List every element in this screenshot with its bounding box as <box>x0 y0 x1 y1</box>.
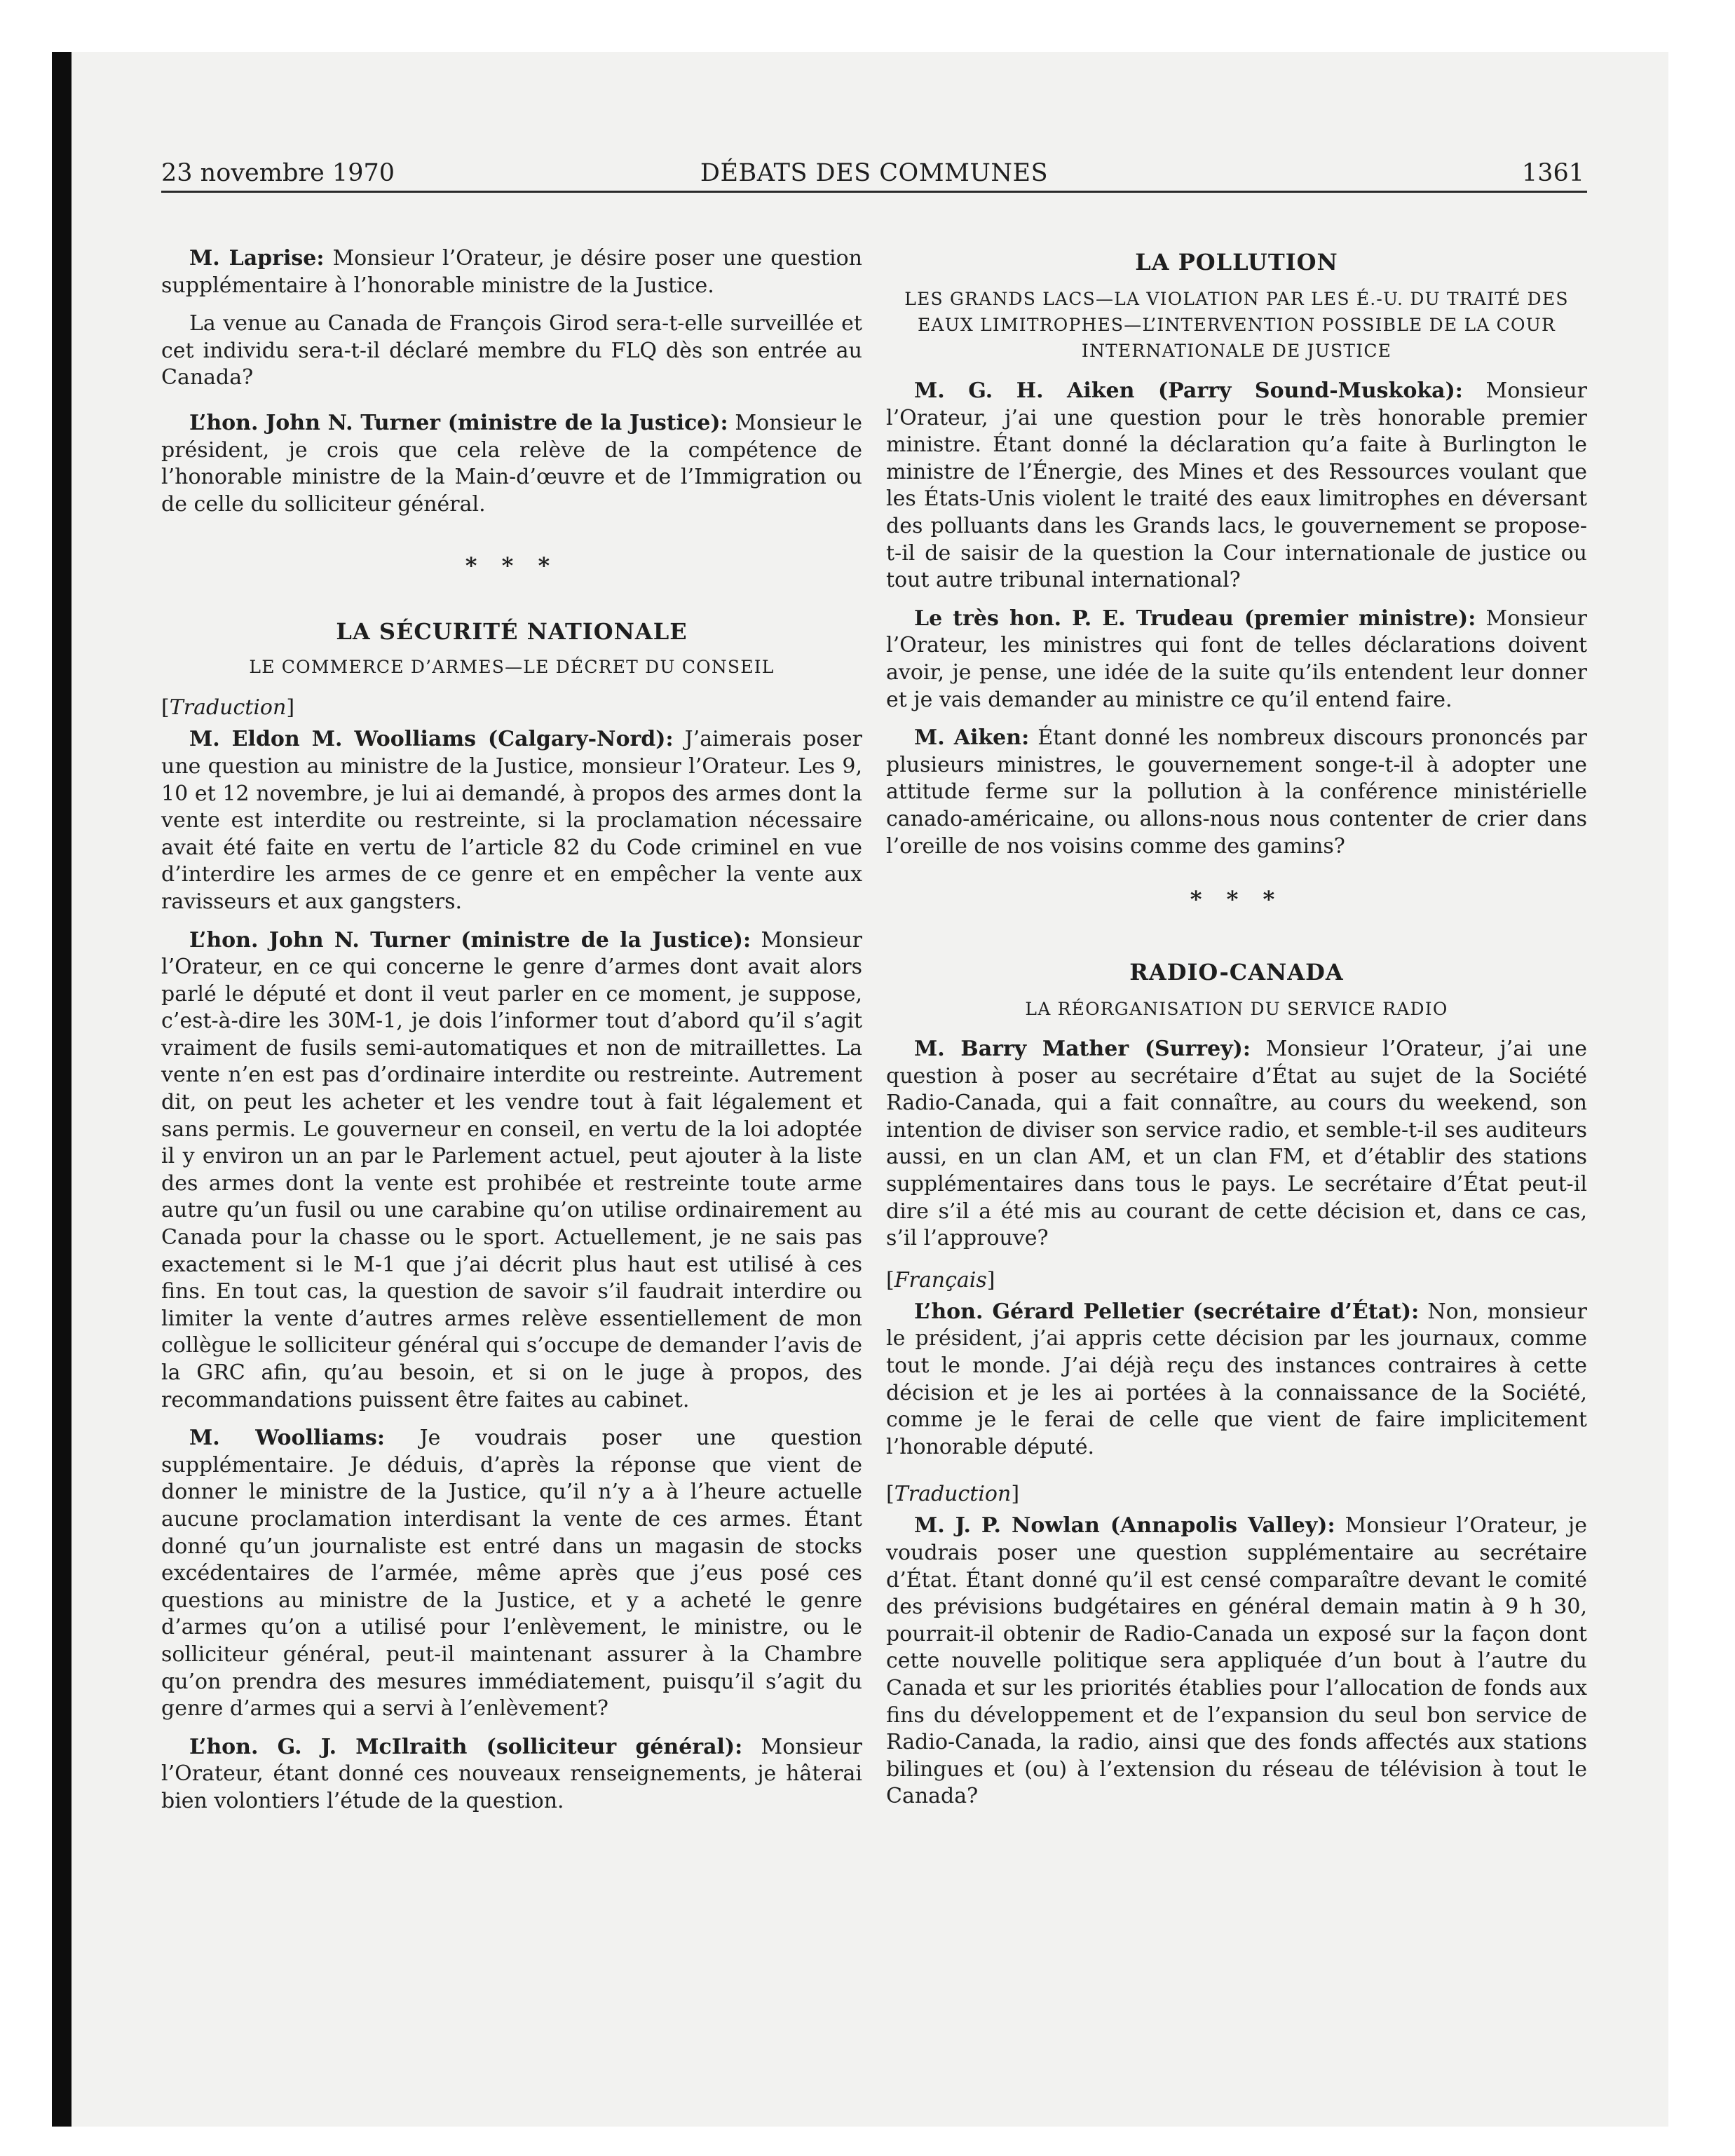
paragraph-text: J’aimerais poser une question au ministre de la Justice, monsieur l’Orateur. Les 9, 10 et 12 novembre, je lui ai demandé, à propos des armes dont la vente est interdite ou restreinte, si la proclamation nécessaire avait été faite en vertu de l’article 82 du Code criminel en vue d’interdire les armes de ce genre et en empêcher la vente aux ravisseurs et aux gangsters. <box>161 727 862 914</box>
section-separator: * * * <box>465 552 559 580</box>
paragraph-text: Monsieur l’Orateur, j’ai une question pour le très honorable premier ministre. Étant donné la déclaration qu’a faite à Burlington le ministre de l’Énergie, des Mines et des Ressources voulant que les États-Unis violent le traité des eaux limitrophes en déversant des polluants dans les Grands lacs, le gouvernement se propose-t-il de saisir de la question la Cour internationale de justice ou tout autre tribunal international? <box>886 378 1587 593</box>
paragraph-text: Monsieur l’Orateur, je désire poser une question supplémentaire à l’honorable ministre de la Justice. <box>161 246 862 298</box>
translation-note: [Traduction] <box>161 695 295 721</box>
translation-note: [Français] <box>886 1267 995 1292</box>
paragraph <box>161 1425 862 1723</box>
section-subtitle: LES GRANDS LACS—LA VIOLATION PAR LES É.-U. DU TRAITÉ DES EAUX LIMITROPHES—L’INTERVENTION POSSIBLE DE LA COUR INTERNATIONALE DE JUSTICE <box>904 289 1569 361</box>
speaker-name: L’hon. John N. Turner (ministre de la Justice): <box>189 410 728 435</box>
translation-note-text: Traduction <box>169 695 287 721</box>
left-column <box>161 245 862 1815</box>
speaker-name: M. G. H. Aiken (Parry Sound-Muskoka): <box>914 378 1463 403</box>
section-title: LA POLLUTION <box>1135 249 1338 275</box>
speaker-name: M. Laprise: <box>189 246 325 271</box>
paragraph <box>886 1513 1587 1810</box>
section-title: LA SÉCURITÉ NATIONALE <box>336 618 688 646</box>
section-subtitle: LE COMMERCE D’ARMES—LE DÉCRET DU CONSEIL <box>249 657 775 678</box>
speaker-name: L’hon. G. J. McIlraith (solliciteur général): <box>189 1734 743 1759</box>
paragraph <box>161 1734 862 1815</box>
paragraph-text: Monsieur l’Orateur, étant donné ces nouveaux renseignements, je hâterai bien volontiers l’étude de la question. <box>161 1734 862 1813</box>
speaker-name: L’hon. Gérard Pelletier (secrétaire d’État): <box>914 1299 1420 1324</box>
paragraph <box>161 410 862 518</box>
paragraph <box>161 245 862 299</box>
speaker-name: M. J. P. Nowlan (Annapolis Valley): <box>914 1513 1335 1538</box>
paragraph-text: La venue au Canada de François Girod sera-t-elle surveillée et cet individu sera-t-il déclaré membre du FLQ dès son entrée au Canada? <box>161 311 862 390</box>
header-title: DÉBATS DES COMMUNES <box>700 159 1049 187</box>
header-date: 23 novembre 1970 <box>161 159 395 187</box>
translation-note-text: Traduction <box>894 1482 1012 1507</box>
translation-note: [Traduction] <box>886 1482 1020 1507</box>
paragraph <box>886 1299 1587 1461</box>
paragraph-text: Je voudrais poser une question supplémentaire. Je déduis, d’après la réponse que vient de donner le ministre de la Justice, qu’il n’y a à l’heure actuelle aucune proclamation interdisant la vente de ces armes. Étant donné qu’un journaliste est entré dans un magasin de stocks excédentaires de l’armée, même après que j’eus posé ces questions au ministre de la Justice, et y a acheté le genre d’armes qu’on a utilisé pour l’enlèvement, le ministre, ou le solliciteur général, peut-il maintenant assurer à la Chambre qu’on prendra des mesures immédiatement, puisqu’il s’agit du genre d’armes qui a servi à l’enlèvement? <box>161 1426 862 1721</box>
speaker-name: Le très hon. P. E. Trudeau (premier ministre): <box>914 606 1476 631</box>
paragraph-text: Monsieur l’Orateur, en ce qui concerne le genre d’armes dont avait alors parlé le député et dont il veut parler en ce moment, je suppose, c’est-à-dire les 30M-1, je dois l’informer tout d’abord qu’il s’agit vraiment de fusils semi-automatiques et non de mitraillettes. La vente n’en est pas d’ordinaire interdite ou restreinte. Autrement dit, on peut les acheter et les vendre tout à fait légalement et sans permis. Le gouverneur en conseil, en vertu de la loi adoptée il y environ un an par le Parlement actuel, peut ajouter à la liste des armes dont la vente est prohibée et restreinte toute arme autre qu’un fusil ou une carabine qu’on utilise ordinairement au Canada pour la chasse ou le sport. Actuellement, je ne sais pas exactement si le M-1 que j’ai décrit plus haut est utilisé à ces fins. En tout cas, la question de savoir s’il faudrait interdire ou limiter la vente d’autres armes relève essentiellement de mon collègue le solliciteur général qui s’occupe de demander l’avis de la GRC afin, qu’au besoin, et si on le juge à propos, des recommandations puissent être faites au cabinet. <box>161 927 862 1412</box>
paragraph <box>161 927 862 1414</box>
paragraph <box>886 606 1587 714</box>
speaker-name: L’hon. John N. Turner (ministre de la Justice): <box>189 927 751 953</box>
binding-edge <box>52 52 72 2127</box>
page-number: 1361 <box>1521 159 1584 187</box>
speaker-name: M. Aiken: <box>914 725 1030 751</box>
section-separator: * * * <box>1190 886 1284 913</box>
paragraph-text: Non, monsieur le président, j’ai appris cette décision par les journaux, comme tout le monde. J’ai déjà reçu des instances contraires à cette décision et je les ai portées à la connaissance de la Société, comme je le ferai de celle que vient de faire implicitement l’honorable député. <box>886 1299 1587 1459</box>
paragraph <box>886 378 1587 594</box>
speaker-name: M. Woolliams: <box>189 1426 385 1451</box>
paragraph-text: Monsieur l’Orateur, les ministres qui font de telles déclarations doivent avoir, je pense, une idée de la suite qu’ils entendent leur donner et je vais demander au ministre ce qu’il entend faire. <box>886 606 1588 712</box>
right-column <box>886 245 1587 1810</box>
speaker-name: M. Eldon M. Woolliams (Calgary-Nord): <box>189 727 674 752</box>
paragraph-text: Monsieur l’Orateur, je voudrais poser une question supplémentaire au secrétaire d’État. Étant donné qu’il est censé comparaître devant le comité des prévisions budgétaires en général demain matin à 9 h 30, pourrait-il obtenir de Radio-Canada un exposé sur la façon dont cette nouvelle politique sera appliquée d’un bout à l’autre du Canada et sur les priorités établies pour l’allocation de fonds aux fins du développement et de l’expansion du seul bon service de Radio-Canada, la radio, ainsi que des fonds affectés aux stations bilingues et (ou) à l’extension du réseau de télévision à tout le Canada? <box>886 1513 1587 1809</box>
speaker-name: M. Barry Mather (Surrey): <box>914 1037 1251 1062</box>
translation-note-text: Français <box>894 1267 987 1292</box>
paragraph <box>886 725 1587 860</box>
paragraph-text: Monsieur l’Orateur, j’ai une question à poser au secrétaire d’État au sujet de la Société Radio-Canada, qui a fait connaître, au cours du weekend, son intention de diviser son service radio, et semble-t-il ses auditeurs aussi, en un clan AM, et un clan FM, et d’établir des stations supplémentaires dans tous le pays. Le secrétaire d’État peut-il dire s’il a été mis au courant de cette décision et, dans ce cas, s’il l’approuve? <box>886 1037 1587 1251</box>
paragraph <box>161 311 862 392</box>
paragraph <box>161 726 862 915</box>
section-title: RADIO-CANADA <box>1129 959 1344 986</box>
paragraph-text: Monsieur le président, je crois que cela relève de la compétence de l’honorable ministre de la Main-d’œuvre et de l’Immigration ou de celle du solliciteur général. <box>161 410 862 517</box>
paragraph <box>886 1036 1587 1253</box>
section-subtitle: LA RÉORGANISATION DU SERVICE RADIO <box>1025 999 1448 1020</box>
running-header <box>161 156 1587 193</box>
paragraph-text: Étant donné les nombreux discours prononcés par plusieurs ministres, le gouvernement songe-t-il à adopter une attitude ferme sur la pollution à la conférence ministérielle canado-américaine, ou allons-nous nous contenter de crier dans l’oreille de nos voisins comme des gamins? <box>886 725 1588 859</box>
